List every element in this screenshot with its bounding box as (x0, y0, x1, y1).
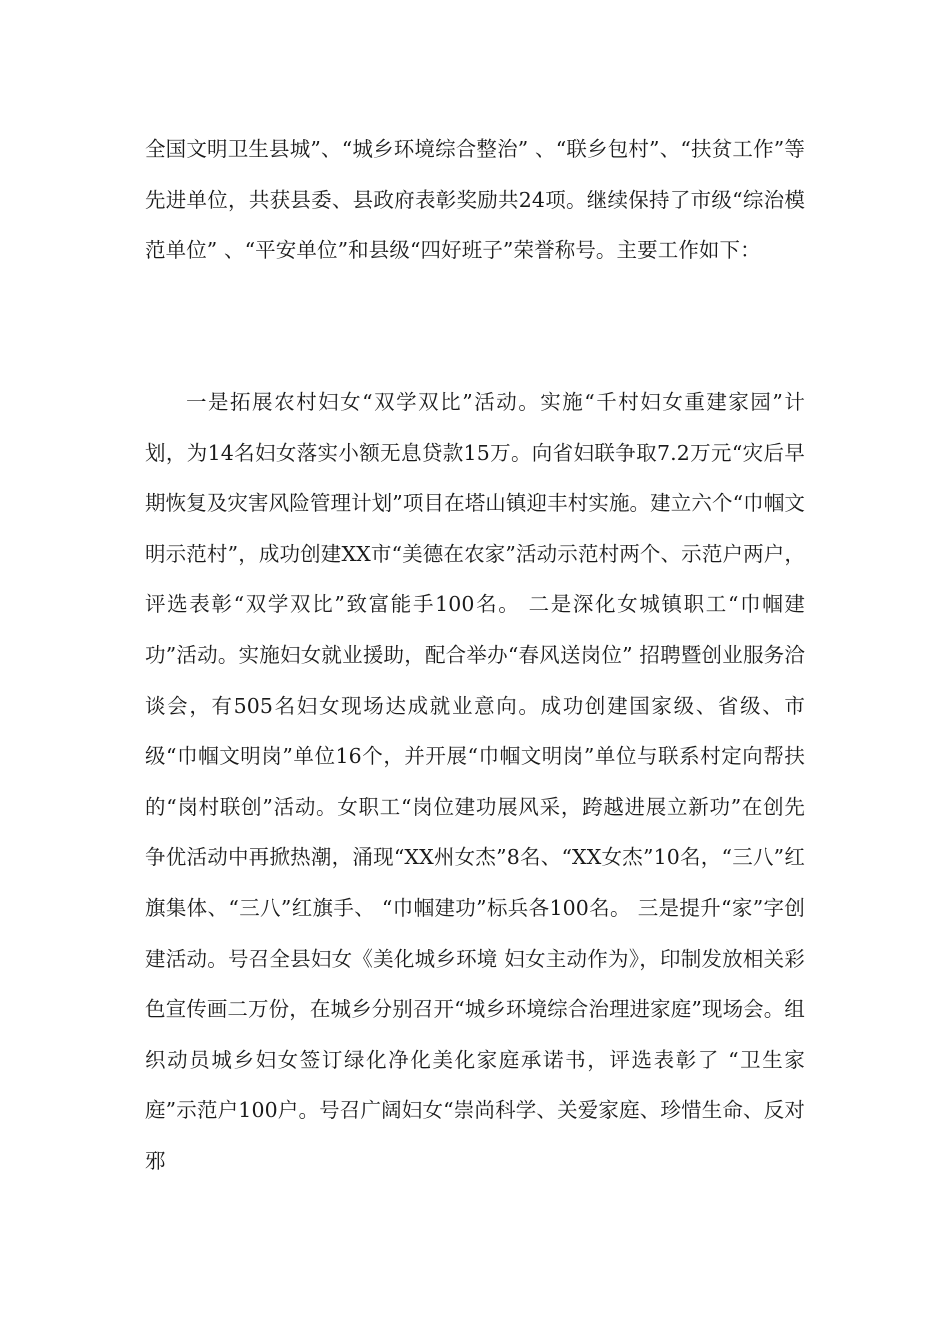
paragraph-honors-summary: 全国文明卫生县城”、“城乡环境综合整治” 、“联乡包村”、“扶贫工作”等先进单位，共获县委、县政府表彰奖励共24项。继续保持了市级“综治模范单位” 、“平安单位”和县级“四好班子”荣誉称号。主要工作如下： (145, 137, 805, 263)
paragraph-main-work: 一是拓展农村妇女“双学双比”活动。实施“千村妇女重建家园”计划，为14名妇女落实小额无息贷款15万。向省妇联争取7.2万元“灾后早期恢复及灾害风险管理计划”项目在塔山镇迎丰村实施。建立六个“巾帼文明示范村”，成功创建XX市“美德在农家”活动示范村两个、示范户两户，评选表彰“双学双比”致富能手100名。 二是深化女城镇职工“巾帼建功”活动。实施妇女就业援助，配合举办“春风送岗位” 招聘暨创业服务洽谈会，有505名妇女现场达成就业意向。成功创建国家级、省级、市级“巾帼文明岗”单位16个，并开展“巾帼文明岗”单位与联系村定向帮扶的“岗村联创”活动。女职工“岗位建功展风采，跨越进展立新功”在创先争优活动中再掀热潮，涌现“XX州女杰”8名、“XX女杰”10名，“三八”红旗集体、“三八”红旗手、 “巾帼建功”标兵各100名。 三是提升“家”字创建活动。号召全县妇女《美化城乡环境 妇女主动作为》，印制发放相关彩色宣传画二万份，在城乡分别召开“城乡环境综合治理进家庭”现场会。组织动员城乡妇女签订绿化净化美化家庭承诺书，评选表彰了 “卫生家庭”示范户100户。号召广阔妇女“崇尚科学、关爱家庭、珍惜生命、反对邪 (145, 390, 805, 1173)
